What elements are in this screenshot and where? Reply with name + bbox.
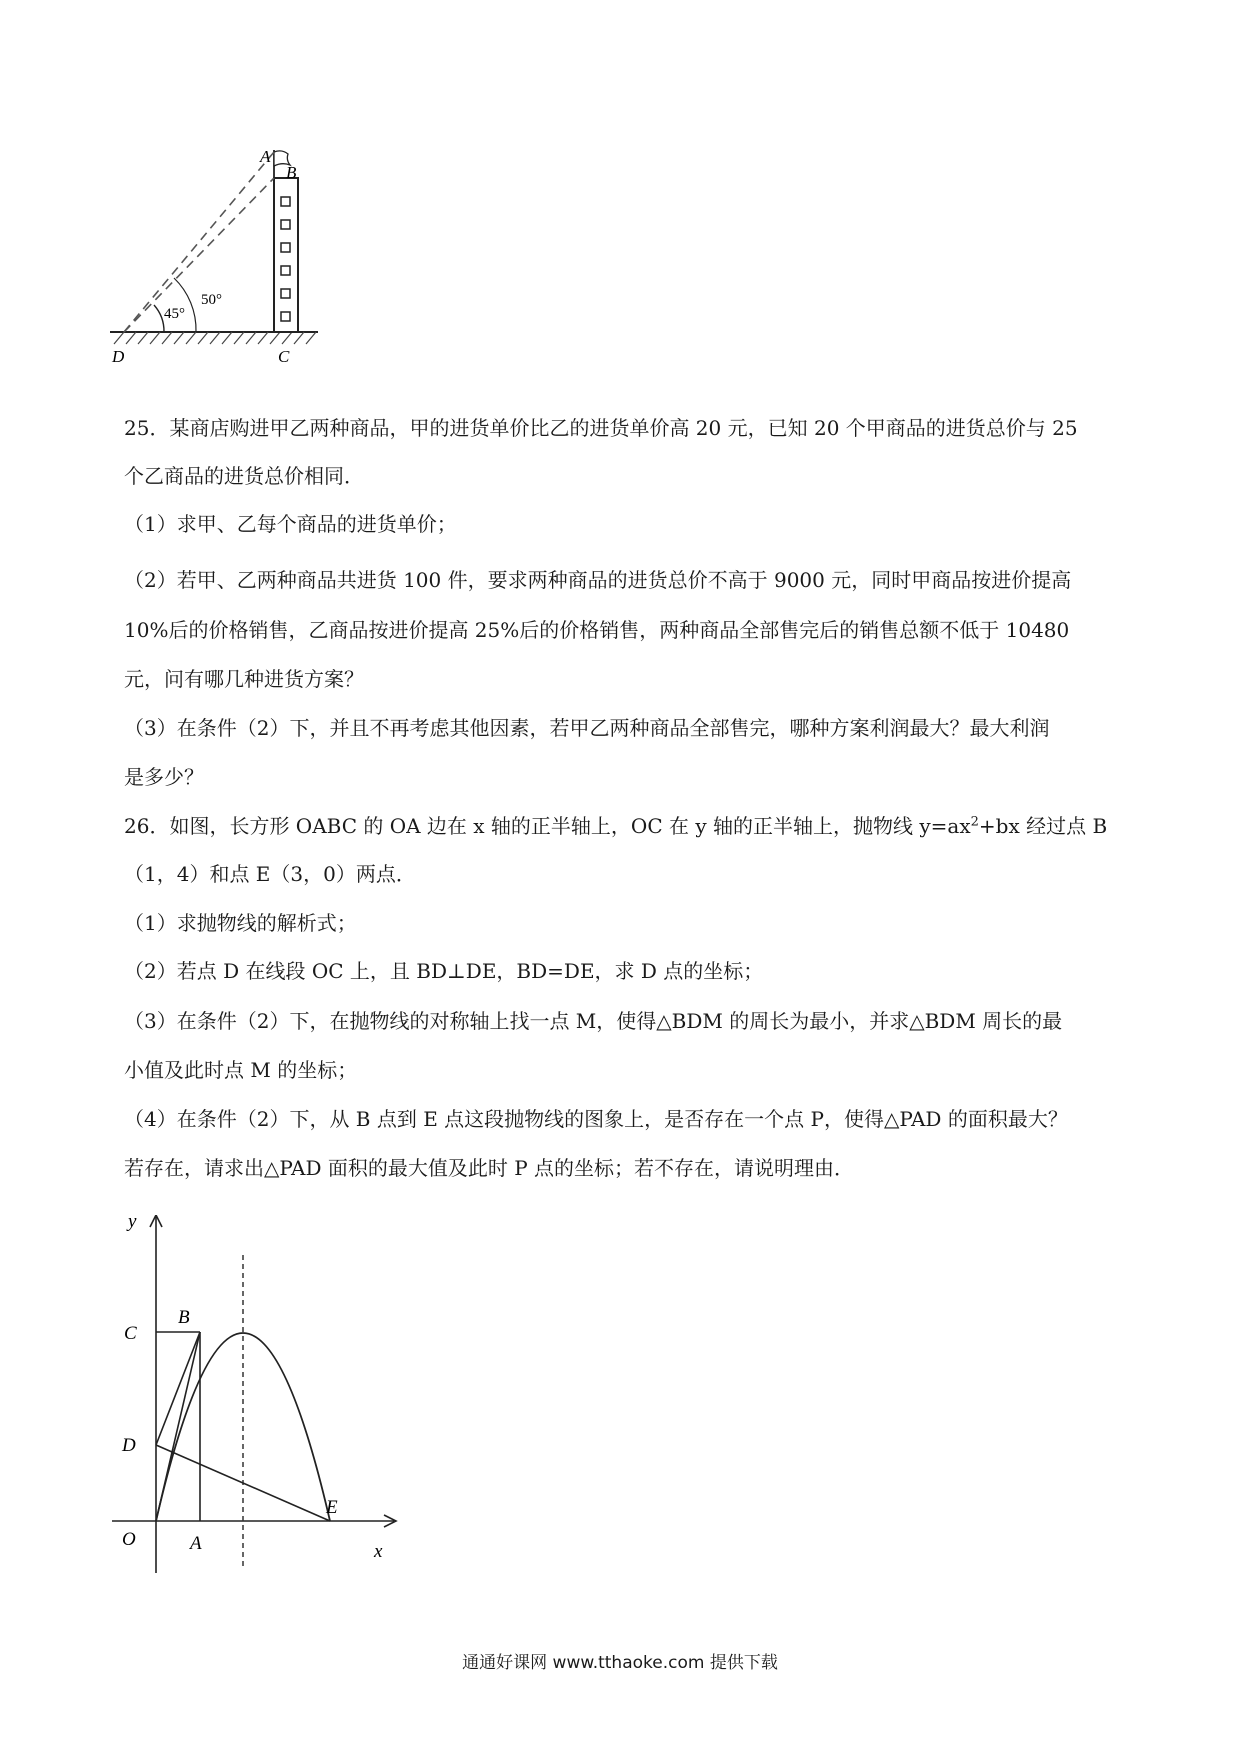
point-label-b2: B: [178, 1307, 190, 1328]
q26-part4-line2: 若存在，请求出△PAD 面积的最大值及此时 P 点的坐标；若不存在，请说明理由．: [124, 1156, 855, 1180]
q25-part2-line3: 元，问有哪几种进货方案？: [124, 667, 364, 691]
axis-label-x: x: [374, 1541, 383, 1562]
q26-stem-line2: （1，4）和点 E（3，0）两点．: [124, 862, 416, 886]
angle-arc-45: [154, 305, 164, 332]
point-label-c2: C: [124, 1323, 137, 1344]
point-label-a2: A: [190, 1533, 202, 1554]
building-windows: [281, 197, 290, 321]
sight-line-da: [124, 152, 274, 332]
point-label-c: C: [278, 347, 290, 366]
q26-stem-line1: [124, 811, 1134, 841]
q26-part2: （2）若点 D 在线段 OC 上，且 BD⊥DE，BD=DE，求 D 点的坐标；: [124, 959, 764, 983]
ground-hatching: [114, 332, 316, 344]
building: [274, 178, 298, 332]
q25-part2-line1: （2）若甲、乙两种商品共进货 100 件，要求两种商品的进货总价不高于 9000 元，同时甲商品按进价提高: [124, 568, 1072, 592]
q26-part4-line1: （4）在条件（2）下，从 B 点到 E 点这段抛物线的图象上，是否存在一个点 P，使得△PAD 的面积最大？: [124, 1107, 1068, 1131]
q26-part3-line1: （3）在条件（2）下，在抛物线的对称轴上找一点 M，使得△BDM 的周长为最小，并求△BDM 周长的最: [124, 1009, 1063, 1033]
q26-part3-line2: 小值及此时点 M 的坐标；: [124, 1058, 358, 1082]
point-label-o: O: [122, 1529, 136, 1550]
angle-arc-50: [174, 278, 196, 332]
point-label-e: E: [326, 1497, 338, 1518]
axis-label-y: y: [128, 1215, 137, 1232]
point-label-a: A: [260, 150, 271, 166]
sight-line-db: [124, 178, 274, 332]
q26-part1: （1）求抛物线的解析式；: [124, 911, 357, 935]
figure-parabola: [108, 1215, 398, 1575]
q25-stem-line1: 25．某商店购进甲乙两种商品，甲的进货单价比乙的进货单价高 20 元，已知 20 个甲商品的进货总价与 25: [124, 416, 1078, 440]
q26-stem-line1-pre: 26．如图，长方形 OABC 的 OA 边在 x 轴的正半轴上，OC 在 y 轴的正半轴上，抛物线 y=ax: [124, 814, 971, 838]
q25-part3-line2: 是多少？: [124, 765, 204, 789]
angle-label-50: 50°: [201, 292, 222, 308]
q26-stem-line1-post: +bx 经过点 B: [978, 814, 1108, 838]
figure-building-angles: [110, 150, 360, 410]
q25-part2-line2: 10%后的价格销售，乙商品按进价提高 25%后的价格销售，两种商品全部售完后的销售总额不低于 10480: [124, 618, 1070, 642]
point-label-d2: D: [122, 1435, 136, 1456]
q25-part1: （1）求甲、乙每个商品的进货单价；: [124, 512, 457, 536]
point-label-b: B: [286, 163, 297, 182]
page-footer: 通通好课网 www.tthaoke.com 提供下载: [462, 1653, 778, 1673]
angle-label-45: 45°: [164, 306, 185, 322]
q25-part3-line1: （3）在条件（2）下，并且不再考虑其他因素，若甲乙两种商品全部售完，哪种方案利润最大？最大利润: [124, 716, 1050, 740]
q25-stem-line2: 个乙商品的进货总价相同．: [124, 464, 364, 488]
point-label-d: D: [112, 347, 125, 366]
q26-exponent: 2: [970, 814, 979, 830]
